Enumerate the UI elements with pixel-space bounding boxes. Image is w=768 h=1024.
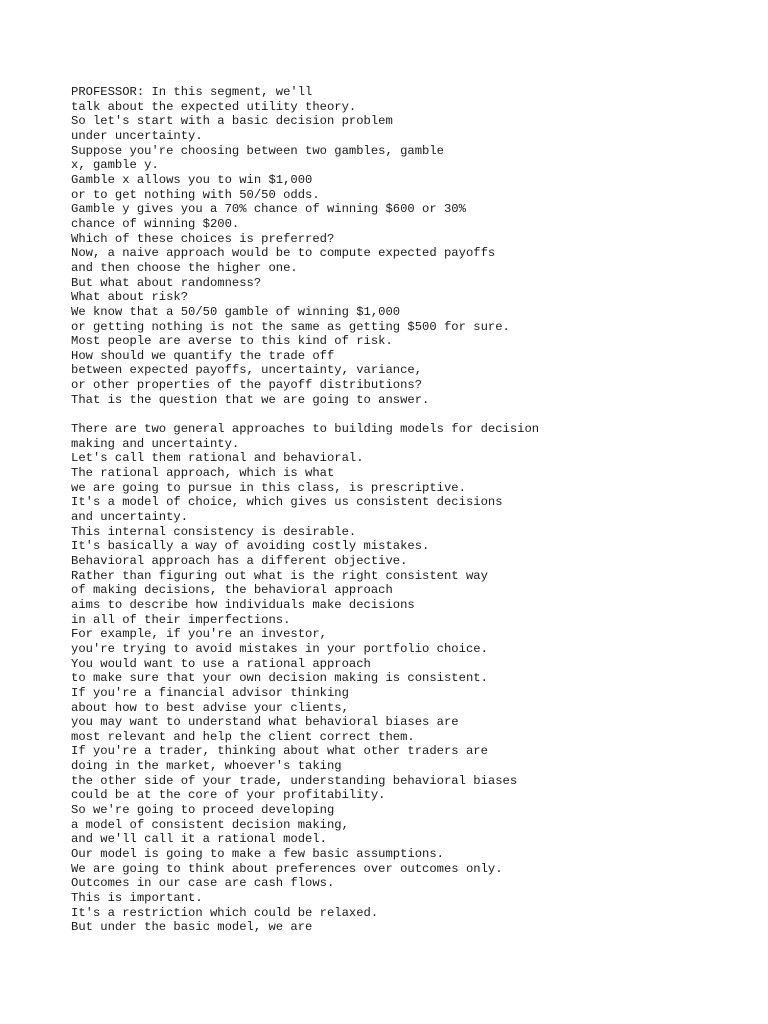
text-line: How should we quantify the trade off	[71, 348, 335, 363]
text-line: It's basically a way of avoiding costly mistakes.	[71, 539, 430, 554]
text-line: you may want to understand what behavioral biases are	[71, 715, 459, 730]
text-line: If you're a financial advisor thinking	[71, 685, 349, 700]
text-line: Most people are averse to this kind of risk.	[71, 334, 393, 349]
text-line: But under the basic model, we are	[71, 920, 313, 935]
text-line: It's a model of choice, which gives us consistent decisions	[71, 495, 503, 510]
text-line: PROFESSOR: In this segment, we'll	[71, 85, 313, 99]
text-line: of making decisions, the behavioral approach	[71, 583, 393, 598]
text-line: or to get nothing with 50/50 odds.	[71, 187, 320, 202]
text-line: chance of winning $200.	[71, 216, 240, 231]
text-line: doing in the market, whoever's taking	[71, 759, 342, 774]
text-line: Suppose you're choosing between two gambles, gamble	[71, 143, 444, 158]
text-line: most relevant and help the client correct them.	[71, 729, 415, 744]
transcript-body	[71, 85, 751, 935]
text-line: in all of their imperfections.	[71, 612, 291, 627]
text-line: Gamble y gives you a 70% chance of winning $600 or 30%	[71, 202, 466, 217]
text-line: There are two general approaches to building models for decision	[71, 422, 540, 437]
text-line: could be at the core of your profitability.	[71, 788, 386, 803]
text-line: We know that a 50/50 gamble of winning $1,000	[71, 304, 401, 319]
text-line: about how to best advise your clients,	[71, 700, 349, 715]
text-line: This is important.	[71, 891, 203, 906]
text-line: So let's start with a basic decision problem	[71, 114, 393, 129]
text-line: You would want to use a rational approach	[71, 656, 371, 671]
text-line: This internal consistency is desirable.	[71, 524, 357, 539]
text-line: the other side of your trade, understanding behavioral biases	[71, 773, 518, 788]
text-line: under uncertainty.	[71, 128, 203, 143]
text-line: The rational approach, which is what	[71, 466, 335, 480]
text-line: Behavioral approach has a different objective.	[71, 553, 408, 568]
text-line: talk about the expected utility theory.	[71, 99, 357, 114]
text-line: or getting nothing is not the same as getting $500 for sure.	[71, 319, 510, 334]
text-line: we are going to pursue in this class, is prescriptive.	[71, 480, 466, 495]
text-line: to make sure that your own decision making is consistent.	[71, 671, 488, 686]
text-line: Our model is going to make a few basic assumptions.	[71, 847, 444, 862]
text-line: Outcomes in our case are cash flows.	[71, 876, 335, 891]
paragraph-rational-vs-behavioral	[71, 422, 751, 935]
text-line: We are going to think about preferences over outcomes only.	[71, 861, 503, 876]
text-line: It's a restriction which could be relaxed.	[71, 905, 379, 920]
text-line: Gamble x allows you to win $1,000	[71, 172, 313, 187]
paragraph-expected-utility-intro	[71, 85, 751, 407]
text-line: and we'll call it a rational model.	[71, 832, 327, 847]
text-line: between expected payoffs, uncertainty, variance,	[71, 363, 423, 378]
text-line: So we're going to proceed developing	[71, 803, 335, 818]
text-line: Now, a naive approach would be to compute expected payoffs	[71, 246, 496, 261]
text-line: But what about randomness?	[71, 275, 262, 290]
text-line: and uncertainty.	[71, 509, 189, 524]
text-line: making and uncertainty.	[71, 436, 240, 451]
text-line: Let's call them rational and behavioral.	[71, 451, 364, 466]
text-line: Which of these choices is preferred?	[71, 231, 335, 246]
text-line: you're trying to avoid mistakes in your portfolio choice.	[71, 641, 488, 656]
text-line: That is the question that we are going to answer.	[71, 392, 430, 407]
text-line: or other properties of the payoff distributions?	[71, 378, 423, 393]
text-line: Rather than figuring out what is the right consistent way	[71, 568, 488, 583]
text-line: a model of consistent decision making,	[71, 817, 349, 832]
text-line: aims to describe how individuals make decisions	[71, 597, 415, 612]
text-line: What about risk?	[71, 290, 189, 305]
text-line: and then choose the higher one.	[71, 260, 298, 275]
text-line: x, gamble y.	[71, 158, 159, 173]
text-line: For example, if you're an investor,	[71, 627, 327, 642]
text-line: If you're a trader, thinking about what other traders are	[71, 744, 488, 759]
